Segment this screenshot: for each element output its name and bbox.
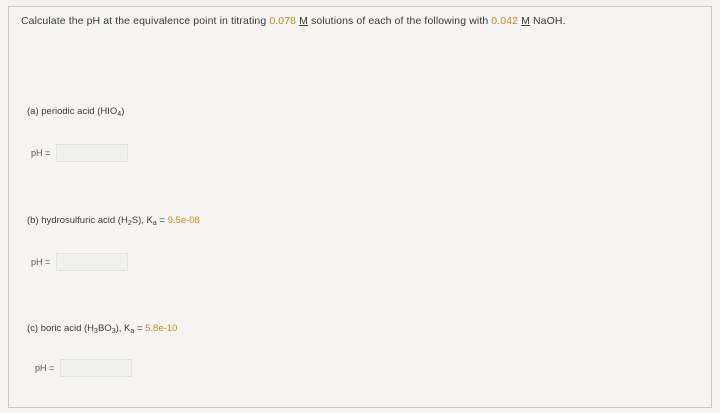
question-middle: solutions of each of the following with xyxy=(308,15,492,27)
part-a-answer-row xyxy=(31,144,128,162)
question-panel xyxy=(8,6,712,408)
part-a-ph-label: pH = xyxy=(31,148,51,158)
part-c-ph-label: pH = xyxy=(35,363,55,373)
acid-unit: M xyxy=(299,15,308,27)
part-c-ph-input[interactable] xyxy=(60,359,132,377)
base-name: NaOH. xyxy=(533,15,566,27)
part-b-ph-input[interactable] xyxy=(56,253,128,271)
acid-concentration: 0.078 xyxy=(269,15,297,27)
part-a-label: (a) periodic acid $(HIO_4)$ xyxy=(27,106,125,118)
base-concentration: 0.042 xyxy=(491,15,519,27)
part-b-ka-value: 9.5e-08 xyxy=(167,215,200,226)
part-b-label: (b) hydrosulfuric acid $(H_2S)$, $K_a = 9.5e-08$ xyxy=(27,215,200,227)
part-c-ka-value: 5.8e-10 xyxy=(145,323,178,334)
base-unit: M xyxy=(521,15,530,27)
question-text xyxy=(21,15,566,27)
part-b-ph-label: pH = xyxy=(31,257,51,267)
part-a-ph-input[interactable] xyxy=(56,144,128,162)
part-b-answer-row xyxy=(31,253,128,271)
part-c-label: (c) boric acid $(H_3BO_3)$, $K_a = 5.8e-10$ xyxy=(27,323,178,335)
part-c-answer-row xyxy=(35,359,132,377)
question-prefix: Calculate the pH at the equivalence point in titrating xyxy=(21,15,270,27)
